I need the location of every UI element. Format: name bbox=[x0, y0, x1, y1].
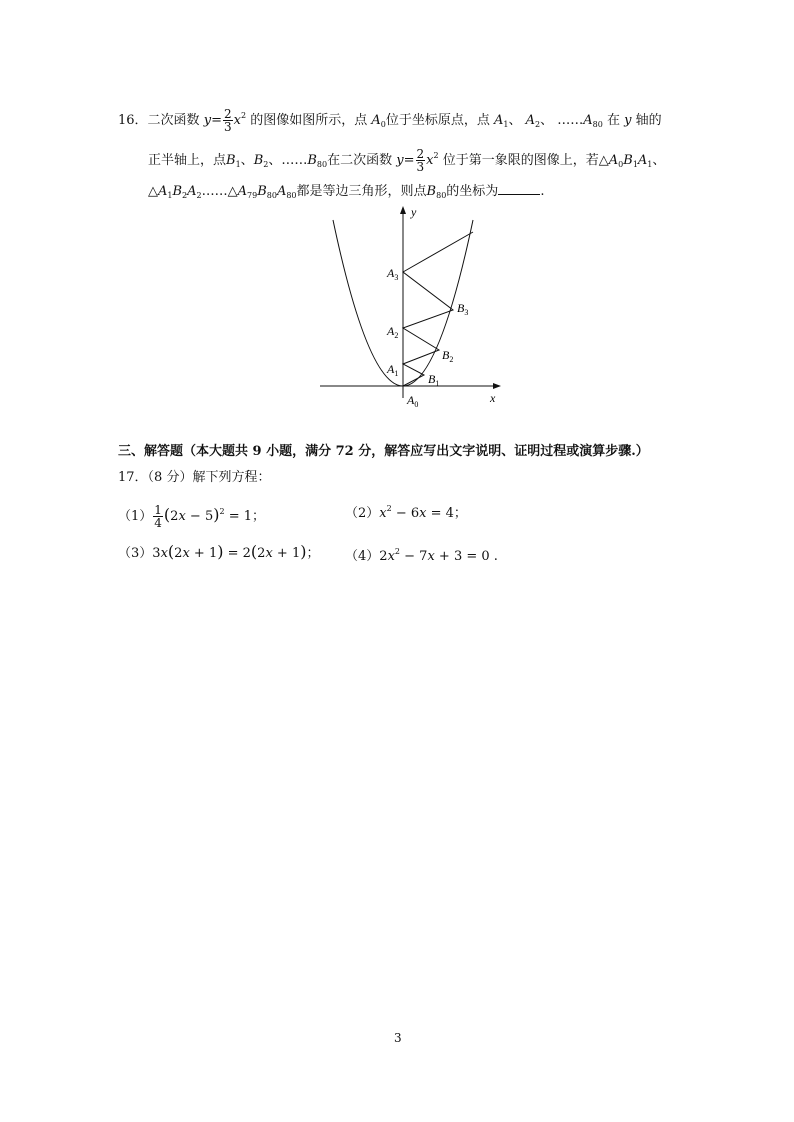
label-A0: $A_0$ bbox=[407, 393, 419, 409]
page-number: 3 bbox=[394, 1031, 402, 1045]
label-B1: $B_1$ bbox=[428, 372, 440, 388]
fraction-two-thirds: $\frac{2}{3}$ bbox=[223, 107, 232, 134]
q16-line-1: 16．二次函数 y= $\frac{2}{3}$ $x^2$ 的图像如图所示，点 $A_0$位于坐标原点，点 $A_1$、 $A_2$、 $\dots\dots A_{80}$ 在 y 轴的 bbox=[118, 107, 662, 134]
label-B2: $B_2$ bbox=[442, 348, 454, 364]
q17-part-4: $(4)2x^2 - 7x + 3 = 0$ . bbox=[345, 547, 498, 564]
y-axis-label: y bbox=[411, 205, 417, 219]
q17-part-3: （3）3x(2x + 1) = 2(2x + 1)； bbox=[118, 542, 320, 561]
label-A2: $A_2$ bbox=[387, 324, 399, 340]
q17-part-1: （1） $\frac{1}{4}$ $(2x - 5)^2 = 1$； bbox=[118, 503, 266, 530]
parabola-triangles-figure bbox=[315, 200, 515, 410]
x-axis-arrow bbox=[493, 383, 501, 389]
section-3-title: 三、解答题（本大题共 9 小题，满分 72 分，解答应写出文字说明、证明过程或演算步骤.） bbox=[118, 444, 649, 459]
q16-line-2: 正半轴上，点$B_1$、$B_2$、$\dots\dots B_{80}$在二次函数 y= $\frac{2}{3}$ $x^2$ 位于第一象限的图像上，若$\triangle A_0B_1A_1$、 bbox=[148, 147, 666, 174]
q17-part-2: $(2)x^2 - 6x = 4$； bbox=[345, 504, 467, 521]
label-B3: $B_3$ bbox=[457, 301, 469, 317]
q17-header: 17．（8 分）解下列方程： bbox=[118, 470, 271, 485]
label-A3: $A_3$ bbox=[387, 266, 399, 282]
x-axis-label: x bbox=[490, 391, 496, 405]
q16-line-3: $\triangle A_1B_2A_2\dots\dots\triangle A_{79}B_{80}A_{80}$都是等边三角形，则点$B_{80}$的坐标为 . bbox=[148, 184, 545, 200]
answer-blank[interactable] bbox=[498, 182, 540, 195]
label-A1: $A_1$ bbox=[387, 362, 399, 378]
y-axis-arrow bbox=[400, 206, 406, 214]
q16-number: 16． bbox=[118, 113, 148, 128]
